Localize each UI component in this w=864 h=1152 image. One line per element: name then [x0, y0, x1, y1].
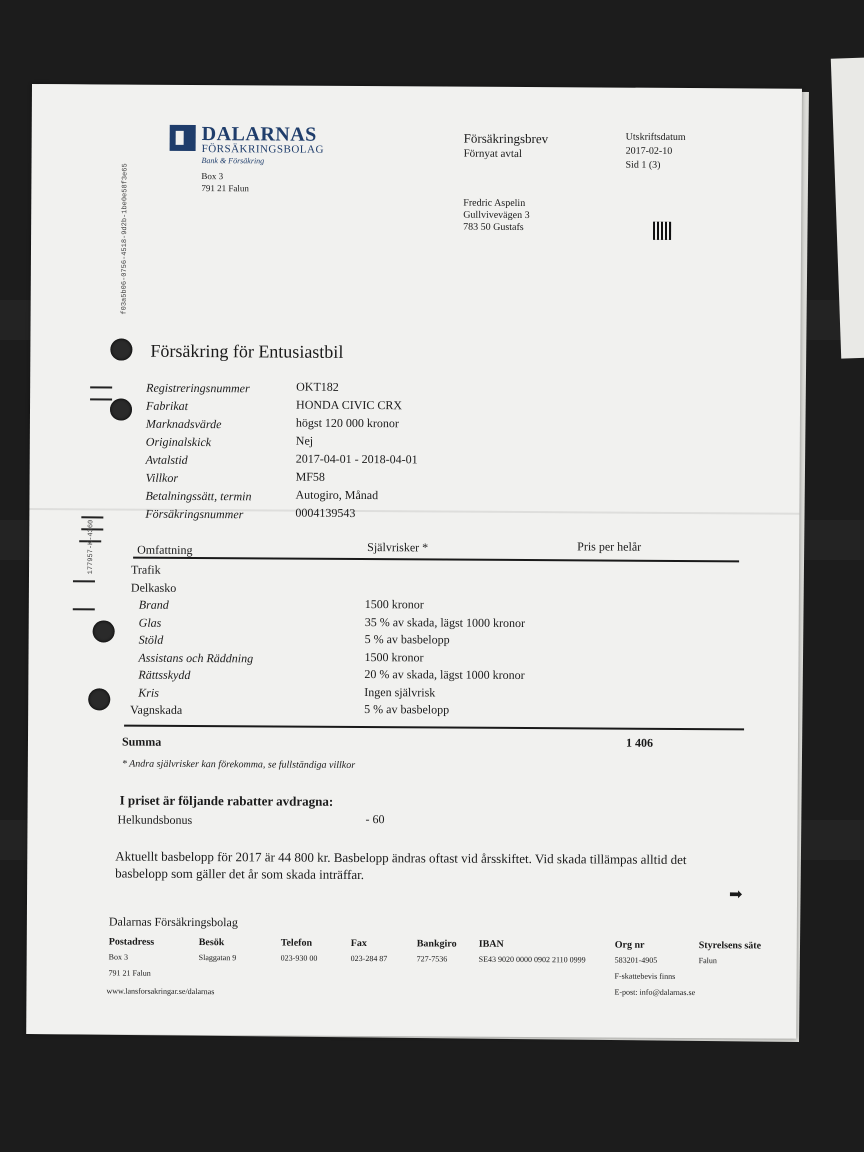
- punch-hole: [88, 688, 110, 710]
- recipient-street: Gullvivevägen 3: [463, 209, 530, 222]
- policy-title: Försäkring för Entusiastbil: [150, 340, 344, 362]
- print-date-label: Utskriftsdatum: [625, 131, 686, 143]
- basbelopp-notice-2: basbelopp som gäller det år som skada inträffar.: [115, 865, 365, 883]
- footer-col-line: 023-930 00: [280, 953, 318, 963]
- field-label: Villkor: [145, 470, 179, 485]
- company-name: DALARNAS: [201, 123, 317, 146]
- footer-col-head: Postadress: [108, 936, 155, 948]
- coverage-scope: Delkasko: [130, 580, 177, 595]
- coverage-scope: Brand: [138, 597, 169, 612]
- col-scope: Omfattning: [137, 542, 193, 557]
- col-price: Pris per helår: [577, 539, 642, 554]
- field-label: Originalskick: [145, 434, 212, 450]
- footer-col-head: Besök: [198, 937, 225, 949]
- company-logo-icon: [170, 125, 196, 151]
- print-date: 2017-02-10: [625, 145, 673, 157]
- coverage-scope: Vagnskada: [130, 702, 183, 717]
- table-sum-rule: [124, 725, 744, 730]
- footer-col-line: Falun: [698, 956, 717, 966]
- footer-col-line: 727-7536: [416, 954, 448, 964]
- footer-col-head: Org nr: [614, 939, 645, 951]
- basbelopp-notice-1: Aktuellt basbelopp för 2017 är 44 800 kr. Basbelopp ändras oftast vid årsskiftet. Vid skada tillämpas alltid det: [115, 848, 687, 868]
- field-value: 0004139543: [295, 505, 356, 520]
- footer-col-line: 791 21 Falun: [108, 968, 151, 978]
- footer-col-head: Telefon: [280, 937, 313, 949]
- coverage-scope: Trafik: [130, 562, 161, 577]
- field-value: högst 120 000 kronor: [295, 415, 399, 431]
- coverage-deductible: 1500 kronor: [364, 649, 424, 664]
- binding-mark: [73, 608, 95, 610]
- coverage-deductible: 1500 kronor: [364, 597, 424, 612]
- footer-col-line: SE43 9020 0000 0902 2110 0999: [478, 954, 586, 965]
- sender-box: Box 3: [201, 171, 224, 182]
- punch-hole: [110, 398, 132, 420]
- footer-col-head: Fax: [350, 937, 367, 950]
- recipient-name: Fredric Aspelin: [463, 197, 526, 210]
- sum-label: Summa: [121, 734, 162, 749]
- field-value: MF58: [295, 469, 325, 484]
- field-value: 2017-04-01 - 2018-04-01: [295, 451, 418, 467]
- coverage-deductible: 5 % av basbelopp: [364, 632, 450, 647]
- punch-hole: [110, 338, 132, 360]
- footer-col-line: F-skattebevis finns: [614, 971, 676, 981]
- col-deductible: Självrisker *: [367, 540, 429, 555]
- footer-company: Dalarnas Försäkringsbolag: [108, 914, 238, 930]
- field-label: Marknadsvärde: [145, 416, 222, 432]
- field-value: Nej: [295, 433, 314, 448]
- footer-col-line: E-post: info@dalarnas.se: [614, 987, 696, 998]
- postal-barcode-icon: [653, 222, 671, 240]
- binding-mark: [90, 398, 112, 400]
- footer-col-head: Styrelsens säte: [698, 940, 762, 952]
- binding-mark: [90, 386, 112, 388]
- binding-mark: [73, 580, 95, 582]
- field-value: OKT182: [296, 379, 339, 394]
- field-label: Betalningssätt, termin: [145, 488, 252, 504]
- coverage-scope: Glas: [138, 615, 162, 630]
- footer-col-head: IBAN: [478, 938, 504, 950]
- coverage-scope: Assistans och Räddning: [138, 650, 254, 665]
- binding-mark: [81, 516, 103, 518]
- field-label: Fabrikat: [145, 398, 189, 413]
- coverage-deductible: Ingen självrisk: [364, 684, 436, 699]
- coverage-deductible: 35 % av skada, lägst 1000 kronor: [364, 614, 526, 630]
- field-label: Avtalstid: [145, 452, 188, 467]
- side-code-top: f03a5b06-0756-4518-9d2b-1be0e58f3e65: [120, 163, 130, 315]
- coverage-scope: Kris: [138, 685, 160, 700]
- punch-hole: [93, 620, 115, 642]
- footer-col-head: Bankgiro: [416, 938, 457, 950]
- coverage-deductible: 5 % av basbelopp: [364, 702, 450, 717]
- sum-value: 1 406: [625, 735, 654, 750]
- table-header-rule: [133, 557, 739, 562]
- page-info: Sid 1 (3): [625, 159, 661, 171]
- footer-website: www.lansforsakringar.se/dalarnas: [106, 986, 215, 997]
- field-value: Autogiro, Månad: [295, 487, 379, 503]
- doc-title: Försäkringsbrev: [463, 130, 549, 147]
- footer-col-line: Box 3: [108, 952, 129, 962]
- coverage-deductible: 20 % av skada, lägst 1000 kronor: [364, 667, 525, 683]
- field-label: Registreringsnummer: [146, 380, 250, 396]
- doc-subtitle: Förnyat avtal: [463, 147, 522, 160]
- field-label: Försäkringsnummer: [145, 506, 244, 522]
- discount-heading: I priset är följande rabatter avdragna:: [119, 792, 334, 809]
- insurance-letter: [26, 84, 802, 1039]
- coverage-scope: Rättsskydd: [138, 667, 191, 682]
- coverage-scope: Stöld: [138, 632, 164, 647]
- deductible-footnote: * Andra självrisker kan förekomma, se fullständiga villkor: [121, 758, 356, 771]
- footer-col-line: Slaggatan 9: [198, 953, 237, 963]
- footer-col-line: 583201-4905: [614, 955, 658, 965]
- company-sub: FÖRSÄKRINGSBOLAG: [201, 143, 324, 156]
- next-page-arrow-icon: ➡: [729, 886, 743, 904]
- discount-label: Helkundsbonus: [117, 812, 193, 827]
- footer-col-line: 023-284 87: [350, 953, 388, 964]
- recipient-city: 783 50 Gustafs: [463, 221, 524, 234]
- field-value: HONDA CIVIC CRX: [296, 397, 403, 413]
- company-tagline: Bank & Försäkring: [201, 156, 265, 166]
- sender-city: 791 21 Falun: [201, 183, 249, 194]
- discount-value: - 60: [365, 812, 385, 827]
- side-code-bottom: 177957-K-4360: [87, 519, 96, 575]
